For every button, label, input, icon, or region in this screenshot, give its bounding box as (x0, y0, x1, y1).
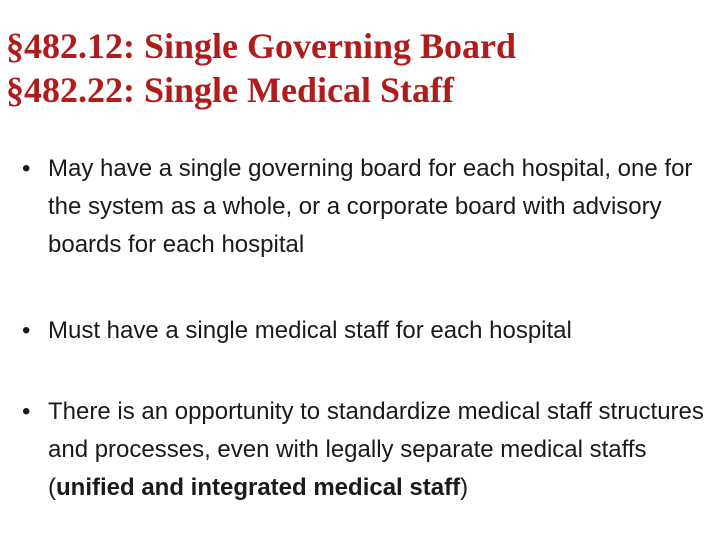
bullet-item-governing-board (22, 150, 712, 264)
bullet-text: Must have a single medical staff for each hospital (48, 317, 572, 344)
bullet-text (48, 393, 712, 507)
bullet-text: May have a single governing board for each hospital, one for the system as a whole, or a corporate board with advisory boards for each hospital (48, 155, 693, 258)
bullet-item-medical-staff (22, 312, 712, 350)
bullet-text-part: There is an opportunity to standardize medical staff structures and processes, even with legally separate medical staffs ( (48, 398, 704, 501)
bullet-item-standardize-opportunity (22, 393, 712, 507)
bullet-text-part: ) (460, 474, 469, 501)
title-line-medical-staff: §482.22: Single Medical Staff (6, 70, 454, 110)
bullet-icon: • (22, 317, 31, 344)
bullet-text-bold: unified and integrated medical staff (56, 474, 461, 501)
title-line-governing-board: §482.12: Single Governing Board (6, 26, 517, 66)
bullet-icon: • (22, 155, 31, 182)
bullet-icon: • (22, 398, 31, 425)
